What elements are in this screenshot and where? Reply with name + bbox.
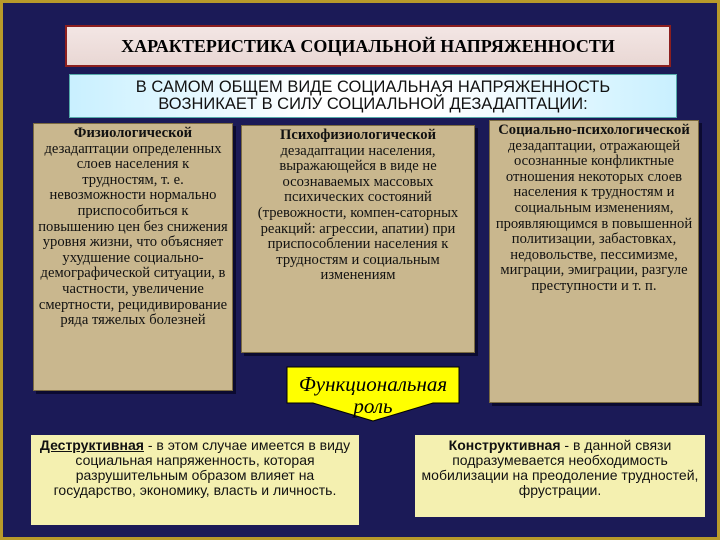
card-sociopsychological-body: дезадаптации, отражающей осознанные конфликтные отношения некоторых слоев населения к трудностям и социальным изменениям, проявляющимся в повышенной политизации, забастовках, недовольстве, пессимизме, миграции, эмиграции, разгуле преступности и т. п. bbox=[495, 137, 693, 294]
card-sociopsychological-heading: Социально-психологической bbox=[498, 122, 690, 138]
function-role-arrow bbox=[283, 365, 463, 423]
constructive-body: - в данной связи подразумевается необходимость мобилизации на преодоление трудностей, фрустрации. bbox=[421, 437, 699, 498]
destructive-body: - в этом случае имеется в виду социальная напряженность, которая разрушительным образом влияет на государство, экономику, власть и личность. bbox=[53, 437, 351, 498]
card-sociopsychological bbox=[489, 120, 699, 403]
card-physiological-body: дезадаптации определенных слоев населения к трудностям, т. е. невозможности нормально приспособиться к повышению цен без снижения уровня жизни, что объясняет ухудшение социально-демографической ситуации, в частности, увеличение смертности, рецидивирование ряда тяжелых болезней bbox=[38, 140, 228, 329]
function-role-line-2: роль bbox=[353, 394, 393, 418]
constructive-box bbox=[415, 435, 705, 517]
function-role-line-1: Функциональная bbox=[298, 372, 448, 396]
constructive-lead: Конструктивная bbox=[448, 437, 561, 453]
card-psychophysiological-body: дезадаптации населения, выражающейся в виде не осознаваемых массовых психических состояний (тревожности, компен-саторных реакций: агрессии, апатии) при приспособлении населения к трудностям и социальным изменениям bbox=[257, 142, 459, 284]
subtitle-line-2: ВОЗНИКАЕТ В СИЛУ СОЦИАЛЬНОЙ ДЕЗАДАПТАЦИИ: bbox=[158, 95, 588, 113]
destructive-lead: Деструктивная bbox=[39, 437, 144, 453]
card-psychophysiological-heading: Психофизиологической bbox=[280, 127, 436, 143]
destructive-box bbox=[31, 435, 359, 525]
card-physiological-heading: Физиологической bbox=[73, 125, 193, 141]
card-psychophysiological bbox=[241, 125, 475, 353]
slide-title bbox=[65, 25, 671, 67]
subtitle-line-1: В САМОМ ОБЩЕМ ВИДЕ СОЦИАЛЬНАЯ НАПРЯЖЕННОСТЬ bbox=[135, 78, 611, 96]
subtitle-banner bbox=[69, 74, 677, 118]
slide-title-text: ХАРАКТЕРИСТИКА СОЦИАЛЬНОЙ НАПРЯЖЕННОСТИ bbox=[121, 35, 615, 56]
card-physiological bbox=[33, 123, 233, 391]
